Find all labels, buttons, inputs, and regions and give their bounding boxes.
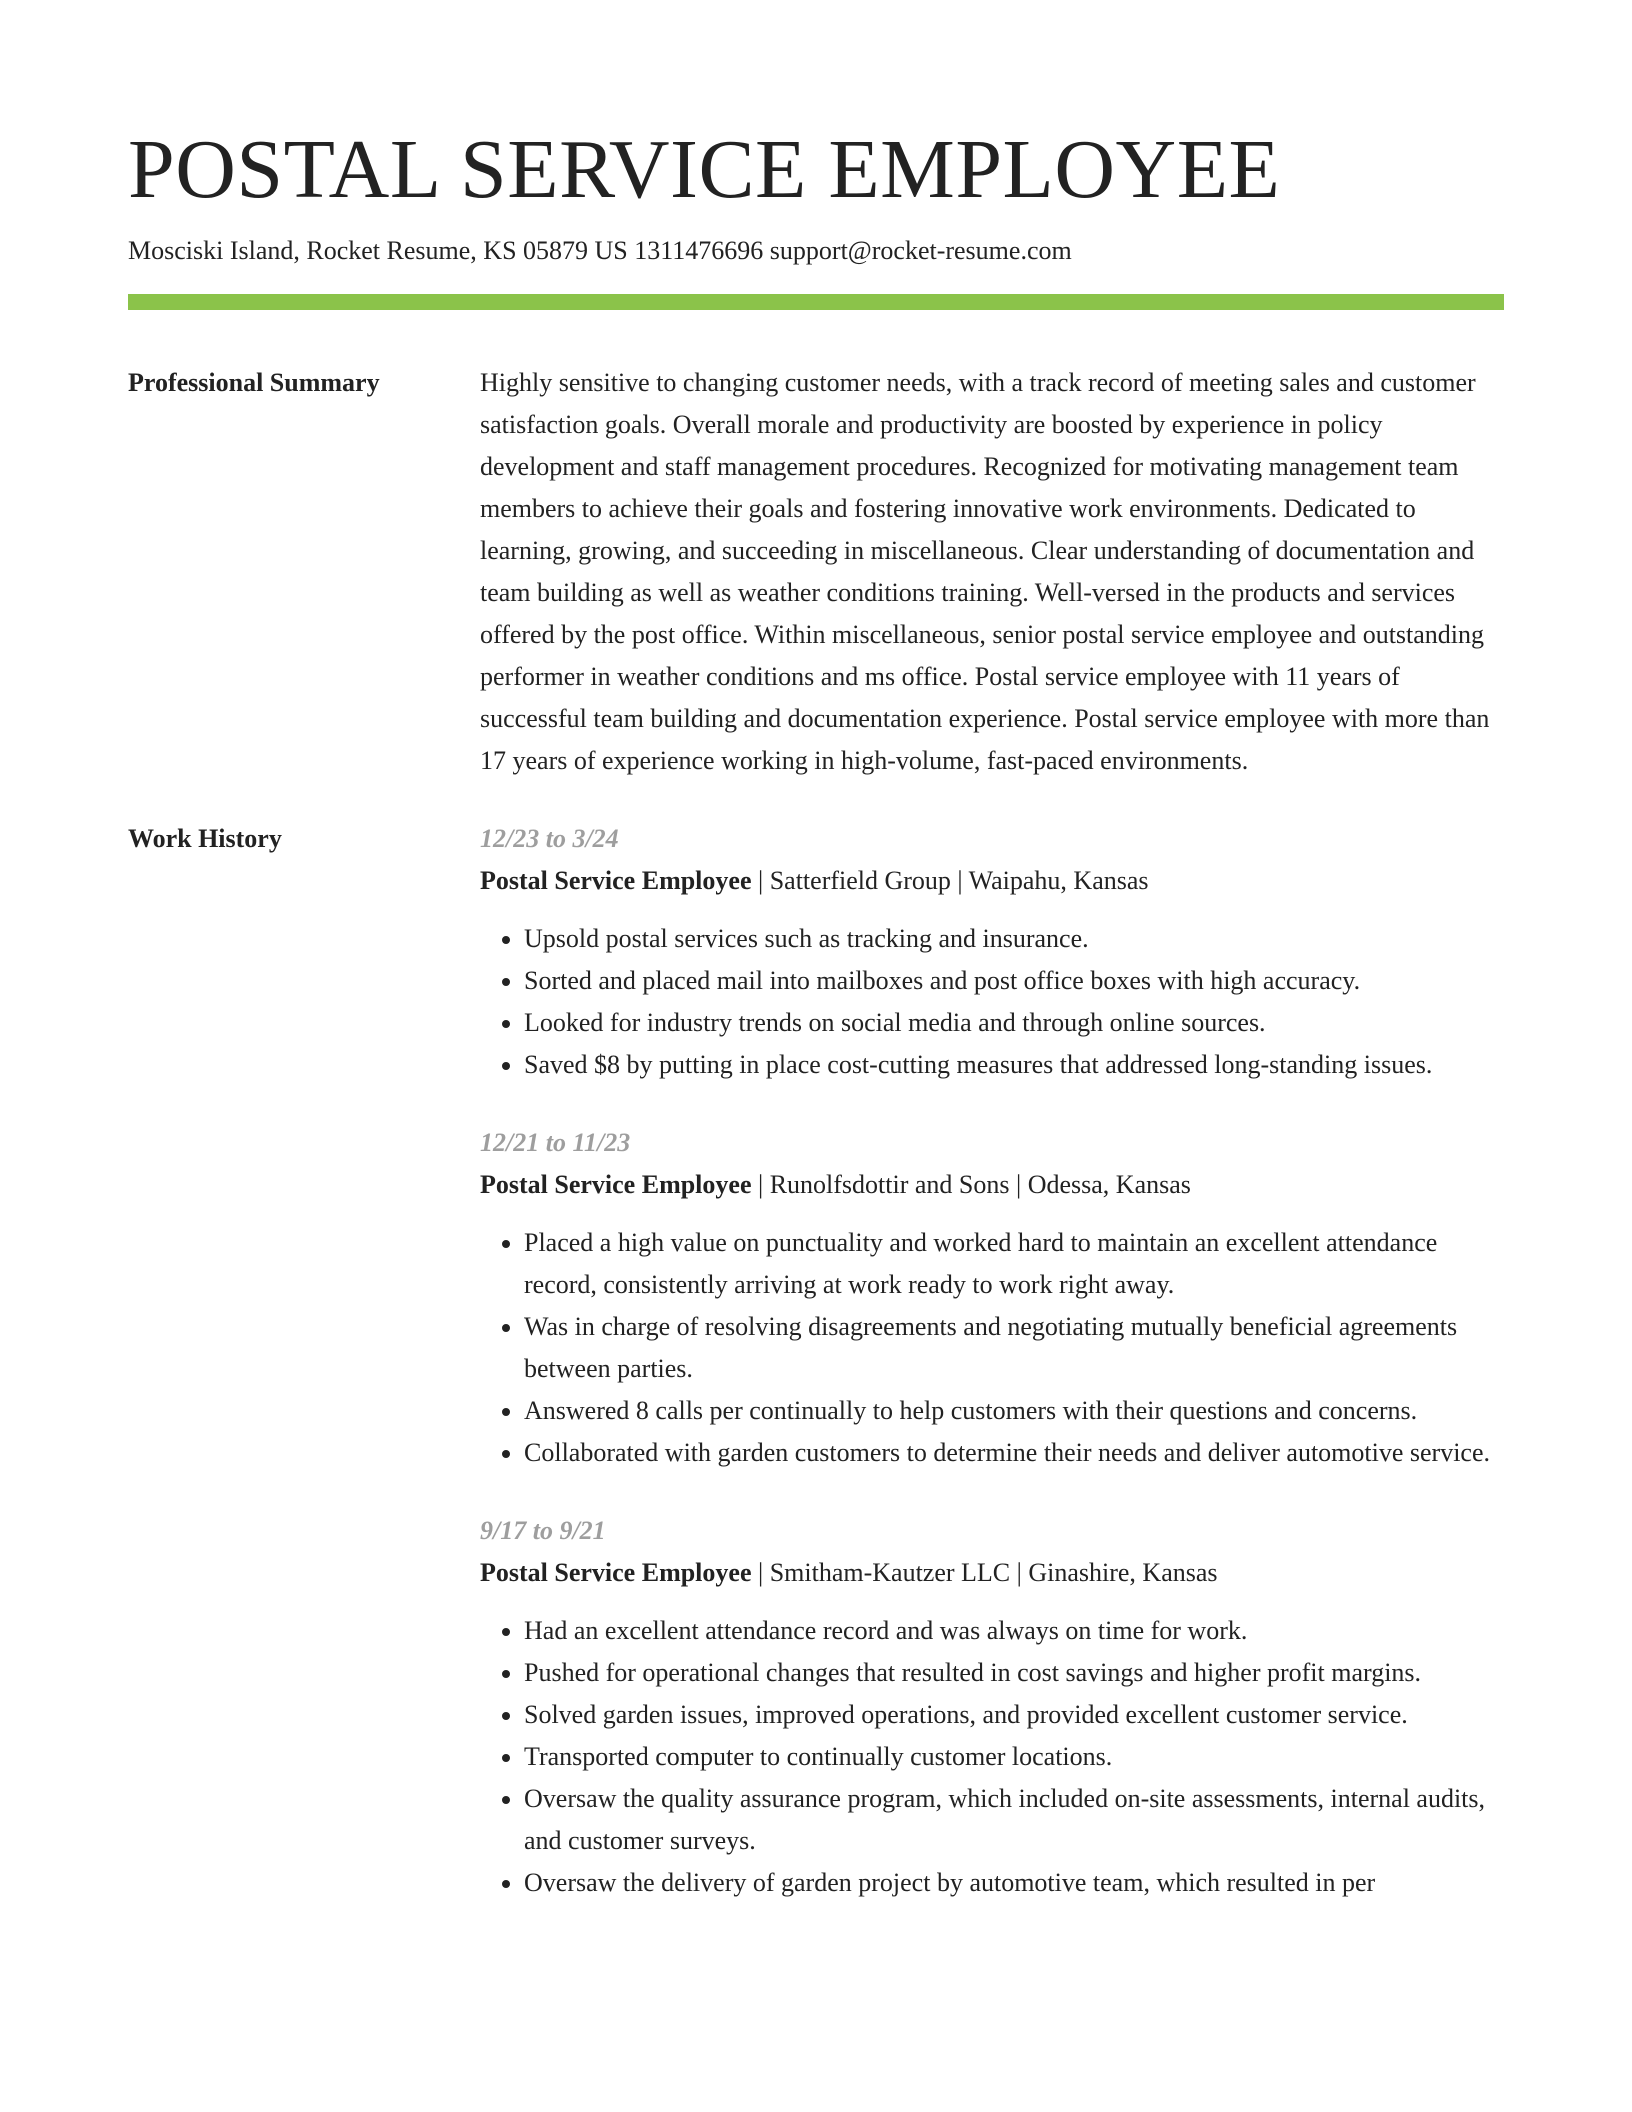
job-bullet: • Answered 8 calls per continually to help customers with their questions and concerns. (524, 1390, 1504, 1432)
header-divider (128, 294, 1504, 310)
job-bullet: • Had an excellent attendance record and was always on time for work. (524, 1610, 1504, 1652)
job-bullet: • Oversaw the quality assurance program, which included on-site assessments, internal audits, and customer surveys. (524, 1778, 1504, 1862)
job-title: Postal Service Employee (480, 866, 752, 895)
work-history-section (128, 818, 1504, 1940)
job-entry (480, 1510, 1504, 1904)
summary-text: Highly sensitive to changing customer needs, with a track record of meeting sales and customer satisfaction goals. Overall morale and productivity are boosted by experience in policy development and staff management procedures. Recognized for motivating management team members to achieve their goals and fostering innovative work environments. Dedicated to learning, growing, and succeeding in miscellaneous. Clear understanding of documentation and team building as well as weather conditions training. Well-versed in the products and services offered by the post office. Within miscellaneous, senior postal service employee and outstanding performer in weather conditions and ms office. Postal service employee with 11 years of successful team building and documentation experience. Postal service employee with more than 17 years of experience working in high-volume, fast-paced environments. (480, 368, 1490, 775)
contact-info: Mosciski Island, Rocket Resume, KS 05879 US 1311476696 support@rocket-resume.com (128, 236, 1072, 265)
job-details: | Smitham-Kautzer LLC | Ginashire, Kansas (751, 1558, 1218, 1587)
section-label-work-history: Work History (128, 824, 282, 853)
job-title-line (480, 860, 1504, 902)
job-bullet: • Solved garden issues, improved operations, and provided excellent customer service. (524, 1694, 1504, 1736)
job-bullet: • Looked for industry trends on social media and through online sources. (524, 1002, 1504, 1044)
section-label-summary: Professional Summary (128, 368, 380, 397)
job-bullet: • Transported computer to continually customer locations. (524, 1736, 1504, 1778)
job-dates: 12/23 to 3/24 (480, 824, 619, 853)
job-bullet: • Oversaw the delivery of garden project by automotive team, which resulted in per (524, 1862, 1504, 1904)
job-bullet: • Saved $8 by putting in place cost-cutting measures that addressed long-standing issues. (524, 1044, 1504, 1086)
job-dates: 9/17 to 9/21 (480, 1516, 606, 1545)
job-entry (480, 1122, 1504, 1474)
job-entry (480, 818, 1504, 1086)
job-title: Postal Service Employee (480, 1170, 752, 1199)
job-title: Postal Service Employee (480, 1558, 752, 1587)
professional-summary-section (128, 362, 1504, 782)
job-bullet: • Upsold postal services such as tracking and insurance. (524, 918, 1504, 960)
job-details: | Runolfsdottir and Sons | Odessa, Kansas (751, 1170, 1191, 1199)
job-title-line (480, 1164, 1504, 1206)
job-bullet: • Pushed for operational changes that resulted in cost savings and higher profit margins. (524, 1652, 1504, 1694)
job-details: | Satterfield Group | Waipahu, Kansas (751, 866, 1149, 895)
job-bullet: • Sorted and placed mail into mailboxes and post office boxes with high accuracy. (524, 960, 1504, 1002)
job-bullet: • Was in charge of resolving disagreements and negotiating mutually beneficial agreements between parties. (524, 1306, 1504, 1390)
job-bullet: • Placed a high value on punctuality and worked hard to maintain an excellent attendance record, consistently arriving at work ready to work right away. (524, 1222, 1504, 1306)
resume-page (128, 120, 1504, 1940)
job-bullets (480, 918, 1504, 1086)
job-bullet: • Collaborated with garden customers to determine their needs and deliver automotive service. (524, 1432, 1504, 1474)
job-bullets (480, 1610, 1504, 1904)
job-bullets (480, 1222, 1504, 1474)
resume-name: POSTAL SERVICE EMPLOYEE (128, 123, 1281, 216)
job-dates: 12/21 to 11/23 (480, 1128, 631, 1157)
job-title-line (480, 1552, 1504, 1594)
